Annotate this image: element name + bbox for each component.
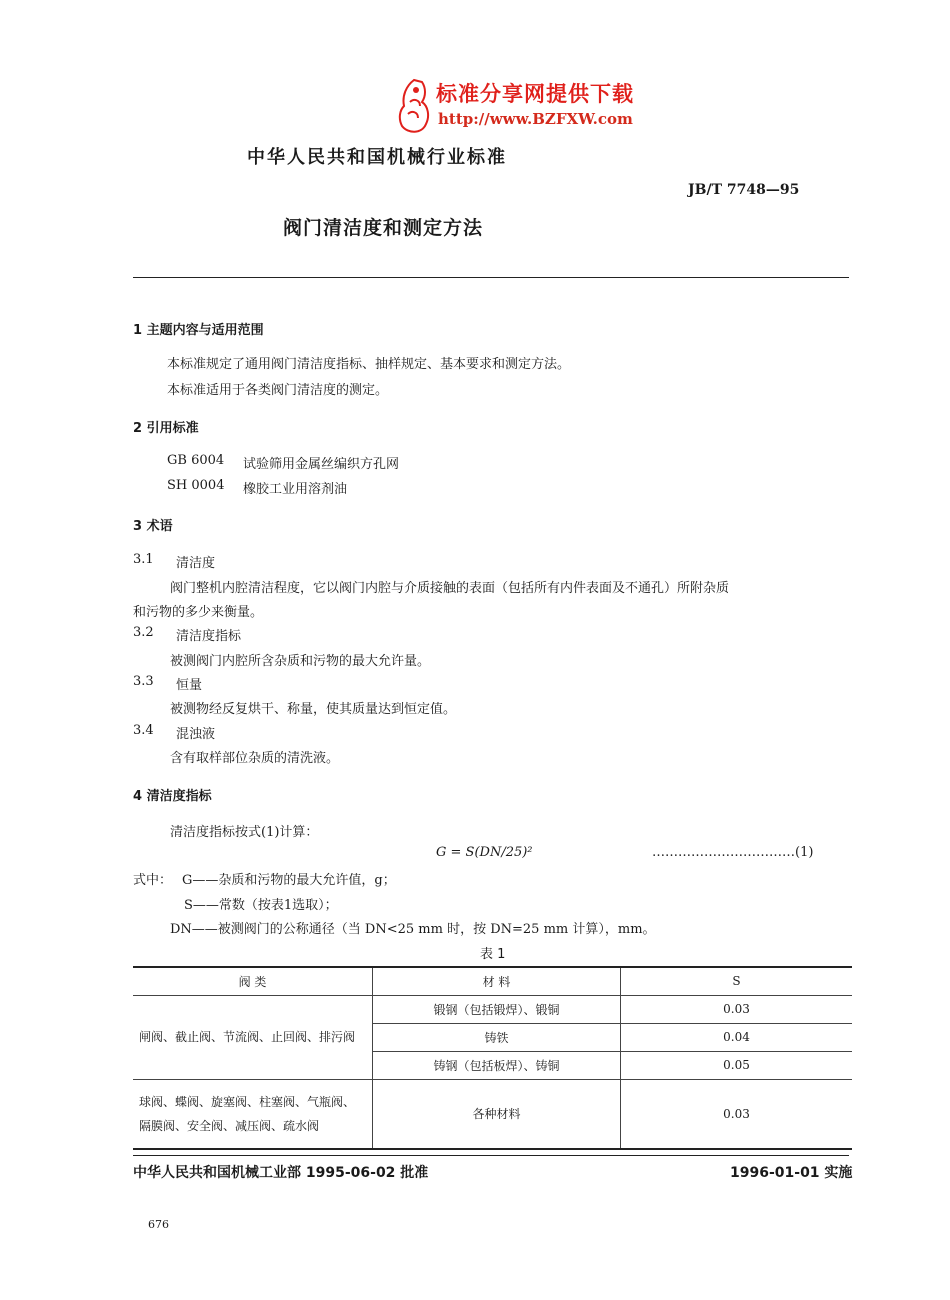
s-value-cell: 0.04 [621, 1023, 853, 1051]
watermark-title: 标准分享网提供下载 [436, 82, 634, 106]
term-3-1-name: 清洁度 [176, 556, 216, 571]
header-rule [133, 277, 849, 278]
s-value-cell: 0.03 [621, 995, 853, 1023]
implementation-date: 1996-01-01 实施 [730, 1165, 853, 1181]
table-1 [133, 966, 852, 1150]
material-cell: 铸铁 [373, 1023, 621, 1051]
term-3-2-definition: 被测阀门内腔所含杂质和污物的最大允许量。 [170, 654, 431, 669]
term-3-1-definition-line-1: 阀门整机内腔清洁程度，它以阀门内腔与介质接触的表面（包括所有内件表面及不通孔）所附杂质 [170, 581, 730, 596]
formula-number: ……………………………(1) [652, 845, 814, 860]
formula: G = S(DN/25)² [436, 845, 533, 860]
reference-code-1: GB 6004 [167, 453, 225, 468]
section-1-paragraph-1: 本标准规定了通用阀门清洁度指标、抽样规定、基本要求和测定方法。 [167, 357, 571, 372]
header-material: 材 料 [373, 967, 621, 995]
section-1-paragraph-2: 本标准适用于各类阀门清洁度的测定。 [167, 383, 389, 398]
term-3-3-definition: 被测物经反复烘干、称量，使其质量达到恒定值。 [170, 702, 457, 717]
variable-g: G——杂质和污物的最大允许值，g； [182, 873, 396, 888]
watermark-url[interactable]: http://www.BZFXW.com [438, 110, 633, 128]
term-3-4-name: 混浊液 [176, 727, 216, 742]
term-3-3-name: 恒量 [176, 678, 203, 693]
term-3-2-number: 3.2 [133, 625, 154, 640]
table-row [133, 995, 852, 1023]
valve-group-1: 闸阀、截止阀、节流阀、止回阀、排污阀 [133, 995, 373, 1079]
term-3-4-definition: 含有取样部位杂质的清洗液。 [170, 751, 340, 766]
section-2-heading: 2 引用标准 [133, 421, 199, 436]
table-row [133, 1079, 852, 1149]
reference-code-2: SH 0004 [167, 478, 225, 493]
material-cell: 铸钢（包括板焊）、铸铜 [373, 1051, 621, 1079]
material-cell: 锻钢（包括锻焊）、锻铜 [373, 995, 621, 1023]
reference-name-2: 橡胶工业用溶剂油 [243, 482, 348, 497]
table-header-row [133, 967, 852, 995]
section-4-heading: 4 清洁度指标 [133, 789, 212, 804]
formula-intro: 清洁度指标按式(1)计算： [170, 825, 319, 840]
where-prefix: 式中： [133, 873, 173, 888]
variable-s: S——常数（按表1选取）； [184, 898, 338, 913]
approval-line: 中华人民共和国机械工业部 1995-06-02 批准 [133, 1165, 429, 1181]
term-3-1-definition-line-2: 和污物的多少来衡量。 [133, 605, 264, 620]
valve-group-2: 球阀、蝶阀、旋塞阀、柱塞阀、气瓶阀、隔膜阀、安全阀、减压阀、疏水阀 [133, 1079, 373, 1149]
hand-logo-icon [392, 76, 436, 136]
header-s: S [621, 967, 853, 995]
organization-name: 中华人民共和国机械行业标准 [247, 147, 507, 168]
variable-dn: DN——被测阀门的公称通径（当 DN<25 mm 时，按 DN=25 mm 计算），mm。 [170, 922, 656, 937]
document-title: 阀门清洁度和测定方法 [283, 217, 484, 239]
term-3-3-number: 3.3 [133, 674, 154, 689]
page-number: 676 [148, 1218, 169, 1231]
s-value-cell: 0.05 [621, 1051, 853, 1079]
standard-number: JB/T 7748—95 [688, 182, 800, 198]
s-value-cell: 0.03 [621, 1079, 853, 1149]
table-1-caption: 表 1 [480, 947, 506, 962]
term-3-2-name: 清洁度指标 [176, 629, 242, 644]
section-1-heading: 1 主题内容与适用范围 [133, 323, 264, 338]
term-3-4-number: 3.4 [133, 723, 154, 738]
section-3-heading: 3 术语 [133, 519, 173, 534]
term-3-1-number: 3.1 [133, 552, 154, 567]
material-cell: 各种材料 [373, 1079, 621, 1149]
header-valve-type: 阀 类 [133, 967, 373, 995]
reference-name-1: 试验筛用金属丝编织方孔网 [243, 457, 400, 472]
footer-rule [133, 1155, 849, 1156]
